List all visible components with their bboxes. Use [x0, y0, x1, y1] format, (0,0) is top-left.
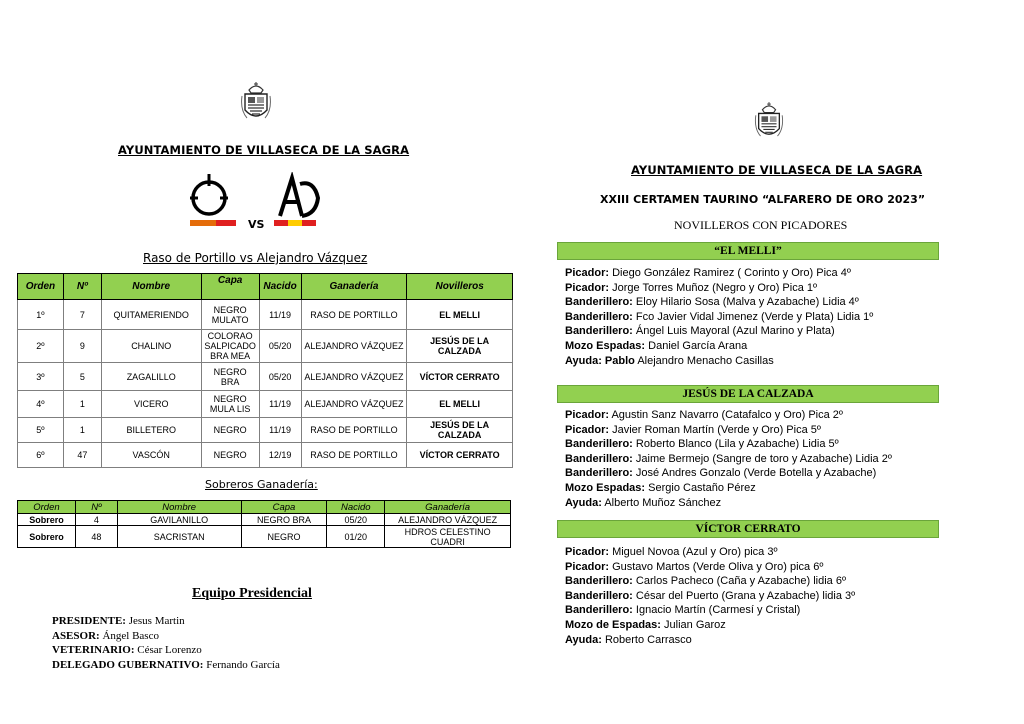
section-bar-el-melli: “EL MELLI” [557, 242, 939, 260]
list-item [565, 633, 855, 648]
cell: ZAGALILLO [101, 363, 201, 391]
cell: 11/19 [259, 418, 301, 443]
col-nombre: Nombre [117, 501, 241, 514]
cell: HDROS CELESTINO CUADRI [385, 526, 511, 548]
cell: 5º [18, 418, 64, 443]
cell: QUITAMERIENDO [101, 300, 201, 330]
cell: RASO DE PORTILLO [301, 418, 407, 443]
cuadrilla-list [565, 545, 855, 647]
table-row [18, 363, 513, 391]
cell: Sobrero [18, 526, 76, 548]
coat-of-arms-logo [753, 100, 785, 142]
vs-label: VS [248, 218, 265, 231]
member-text: Ángel Luis Mayoral (Azul Marino y Plata) [635, 325, 835, 338]
cuadrilla-list [565, 408, 892, 510]
member-role: Picador: [565, 281, 610, 294]
member-text: Ignacio Martín (Carmesí y Cristal) [635, 604, 801, 617]
cell: 5 [63, 363, 101, 391]
cell: NEGRO BRA [201, 363, 259, 391]
cell: NEGRO MULATO [201, 300, 259, 330]
cell: 4º [18, 391, 64, 418]
list-item [565, 496, 892, 511]
member-role: Mozo Espadas: [565, 339, 646, 352]
cell: VICERO [101, 391, 201, 418]
list-item [565, 452, 892, 467]
equipo-name: Fernando García [206, 658, 280, 671]
cell: NEGRO [241, 526, 327, 548]
equipo-item [52, 614, 280, 629]
col-novilleros: Novilleros [407, 274, 513, 300]
cell: ALEJANDRO VÁZQUEZ [385, 514, 511, 526]
member-text: Carlos Pacheco (Caña y Azabache) lidia 6º [635, 575, 846, 588]
list-item [565, 466, 892, 481]
list-item [565, 589, 855, 604]
table-row [18, 330, 513, 363]
cell: 2º [18, 330, 64, 363]
cell: NEGRO MULA LIS [201, 391, 259, 418]
member-text: Roberto Blanco (Lila y Azabache) Lidia 5º [635, 438, 839, 451]
member-role: Picador: [565, 560, 610, 573]
member-role: Banderillero: [565, 310, 633, 323]
left-header: AYUNTAMIENTO DE VILLASECA DE LA SAGRA [118, 143, 410, 157]
cell: 3º [18, 363, 64, 391]
list-item [565, 481, 892, 496]
cell: 1 [63, 418, 101, 443]
member-text: Roberto Carrasco [604, 633, 692, 646]
member-text: Sergio Castaño Pérez [648, 481, 756, 494]
cell: RASO DE PORTILLO [301, 300, 407, 330]
equipo-role: ASESOR: [52, 629, 100, 642]
equipo-item [52, 658, 280, 673]
member-role: Banderillero: [565, 296, 633, 309]
cell-novillero: VÍCTOR CERRATO [407, 443, 513, 468]
member-role: Banderillero: [565, 467, 633, 480]
col-numero: Nº [63, 274, 101, 300]
cell: 01/20 [327, 526, 385, 548]
cell: SACRISTAN [117, 526, 241, 548]
cell: GAVILANILLO [117, 514, 241, 526]
equipo-role: DELEGADO GUBERNATIVO: [52, 658, 204, 671]
cell-novillero: VÍCTOR CERRATO [407, 363, 513, 391]
cell: BILLETERO [101, 418, 201, 443]
member-role: Ayuda: Pablo [565, 354, 635, 367]
member-text: Alberto Muñoz Sánchez [604, 496, 722, 509]
cell: 9 [63, 330, 101, 363]
cell: 12/19 [259, 443, 301, 468]
table-row [18, 391, 513, 418]
cell: 1º [18, 300, 64, 330]
list-item [565, 324, 873, 339]
member-role: Picador: [565, 409, 610, 421]
equipo-name: Ángel Basco [102, 629, 159, 642]
member-role: Mozo de Espadas: [565, 618, 661, 631]
member-text: Daniel García Arana [648, 339, 748, 352]
member-text: José Andres Gonzalo (Verde Botella y Azabache) [635, 467, 877, 480]
cell-novillero: EL MELLI [407, 300, 513, 330]
member-text: Agustin Sanz Navarro (Catafalco y Oro) Pica 2º [611, 409, 843, 421]
col-capa: Capa [201, 274, 259, 300]
right-header: AYUNTAMIENTO DE VILLASECA DE LA SAGRA [631, 163, 923, 177]
col-ganaderia: Ganadería [301, 274, 407, 300]
cell: 05/20 [259, 363, 301, 391]
member-text: Alejandro Menacho Casillas [637, 354, 774, 367]
member-role: Banderillero: [565, 325, 633, 338]
cell: ALEJANDRO VÁZQUEZ [301, 363, 407, 391]
col-orden: Orden [18, 274, 64, 300]
equipo-role: VETERINARIO: [52, 644, 135, 656]
col-nombre: Nombre [101, 274, 201, 300]
member-role: Picador: [565, 546, 610, 558]
cell: NEGRO [201, 443, 259, 468]
cell: ALEJANDRO VÁZQUEZ [301, 391, 407, 418]
bulls-table [17, 273, 513, 468]
cell: 4 [75, 514, 117, 526]
member-role: Banderillero: [565, 438, 633, 451]
certamen-title: XXIII CERTAMEN TAURINO “ALFARERO DE ORO 2023” [600, 193, 926, 206]
member-text: Diego González Ramirez ( Corinto y Oro) Pica 4º [612, 267, 851, 279]
list-item [565, 339, 873, 354]
list-item [565, 437, 892, 452]
cell: 11/19 [259, 300, 301, 330]
certamen-subtitle: NOVILLEROS CON PICADORES [674, 218, 848, 232]
member-role: Banderillero: [565, 604, 633, 617]
cell: 11/19 [259, 391, 301, 418]
cell: 47 [63, 443, 101, 468]
cell: ALEJANDRO VÁZQUEZ [301, 330, 407, 363]
list-item [565, 423, 892, 438]
sobreros-title: Sobreros Ganadería: [205, 478, 318, 491]
list-item [565, 603, 855, 618]
cuadrilla-list [565, 266, 873, 368]
list-item [565, 560, 855, 575]
equipo-name: César Lorenzo [137, 644, 202, 656]
member-role: Banderillero: [565, 575, 633, 588]
member-role: Ayuda: [565, 496, 602, 509]
list-item [565, 354, 873, 369]
equipo-title: Equipo Presidencial [192, 586, 312, 601]
cell: Sobrero [18, 514, 76, 526]
cell: NEGRO [201, 418, 259, 443]
cell: RASO DE PORTILLO [301, 443, 407, 468]
member-text: Javier Roman Martín (Verde y Oro) Pica 5º [612, 423, 821, 436]
equipo-item [52, 629, 280, 644]
cell: 05/20 [259, 330, 301, 363]
col-nacido: Nacido [259, 274, 301, 300]
list-item [565, 574, 855, 589]
col-capa: Capa [241, 501, 327, 514]
section-bar-victor-cerrato: VÍCTOR CERRATO [557, 520, 939, 538]
section-bar-jesus-de-la-calzada: JESÚS DE LA CALZADA [557, 385, 939, 403]
table-row [18, 443, 513, 468]
cell: CHALINO [101, 330, 201, 363]
member-role: Banderillero: [565, 589, 633, 602]
col-orden: Orden [18, 501, 76, 514]
list-item [565, 266, 873, 281]
col-numero: Nº [75, 501, 117, 514]
cell: 05/20 [327, 514, 385, 526]
cell-novillero: JESÚS DE LA CALZADA [407, 330, 513, 363]
match-title: Raso de Portillo vs Alejandro Vázquez [143, 251, 368, 265]
list-item [565, 310, 873, 325]
member-text: Gustavo Martos (Verde Oliva y Oro) pica 6º [612, 560, 824, 573]
list-item [565, 545, 855, 560]
cell: 7 [63, 300, 101, 330]
member-role: Ayuda: [565, 633, 602, 646]
member-text: Miguel Novoa (Azul y Oro) pica 3º [612, 546, 778, 558]
equipo-name: Jesus Martin [128, 615, 185, 627]
member-text: Eloy Hilario Sosa (Malva y Azabache) Lidia 4º [635, 296, 859, 309]
member-role: Picador: [565, 267, 610, 279]
equipo-item [52, 643, 280, 658]
cell: COLORAO SALPICADO BRA MEA [201, 330, 259, 363]
member-text: Jaime Bermejo (Sangre de toro y Azabache) Lidia 2º [635, 452, 892, 465]
table-row [18, 300, 513, 330]
member-text: Julian Garoz [664, 618, 726, 631]
table-row [18, 514, 511, 526]
equipo-role: PRESIDENTE: [52, 615, 126, 627]
col-ganaderia: Ganadería [385, 501, 511, 514]
cell: 48 [75, 526, 117, 548]
member-text: Jorge Torres Muñoz (Negro y Oro) Pica 1º [612, 281, 818, 294]
member-role: Mozo Espadas: [565, 481, 646, 494]
cell: NEGRO BRA [241, 514, 327, 526]
cell: 1 [63, 391, 101, 418]
table-row [18, 418, 513, 443]
cell-novillero: JESÚS DE LA CALZADA [407, 418, 513, 443]
list-item [565, 295, 873, 310]
table-header-row [18, 501, 511, 514]
member-text: Fco Javier Vidal Jimenez (Verde y Plata) Lidia 1º [635, 310, 874, 323]
list-item [565, 618, 855, 633]
member-role: Picador: [565, 423, 610, 436]
cell: VASCÓN [101, 443, 201, 468]
cell: 6º [18, 443, 64, 468]
sobreros-table [17, 500, 511, 548]
cell-novillero: EL MELLI [407, 391, 513, 418]
table-header-row [18, 274, 513, 300]
table-row [18, 526, 511, 548]
member-role: Banderillero: [565, 452, 633, 465]
member-text: César del Puerto (Grana y Azabache) lidia 3º [635, 589, 856, 602]
col-nacido: Nacido [327, 501, 385, 514]
equipo-list [52, 614, 280, 672]
coat-of-arms-logo [239, 80, 273, 124]
list-item [565, 281, 873, 296]
list-item [565, 408, 892, 423]
